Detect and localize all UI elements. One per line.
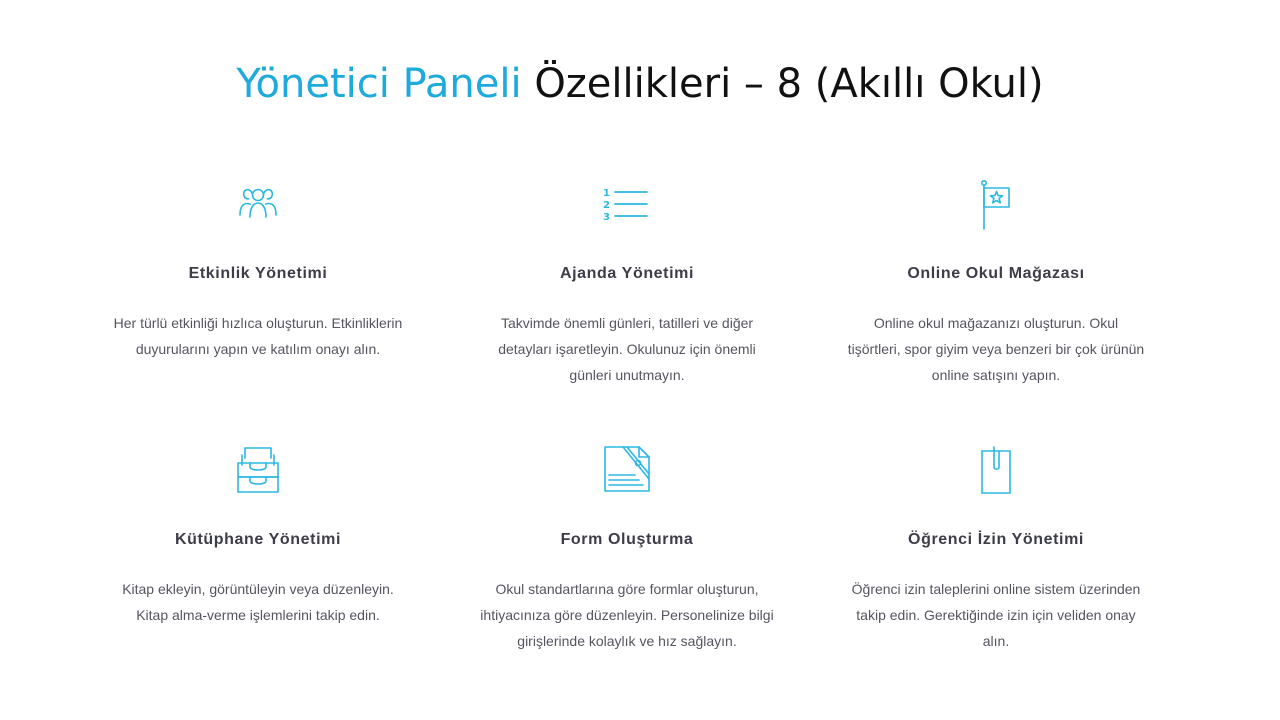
people-icon — [230, 177, 286, 233]
feature-description-line: online satışını yapın. — [931, 367, 1061, 383]
feature-description — [831, 576, 1161, 654]
feature-card-izin — [831, 443, 1161, 654]
feature-description — [93, 310, 423, 362]
feature-title: Form Oluşturma — [560, 531, 694, 548]
svg-text:2: 2 — [603, 200, 610, 211]
feature-description-line: Öğrenci izin taleplerini online sistem üzerinden — [851, 581, 1141, 597]
feature-description — [831, 310, 1161, 388]
svg-text:1: 1 — [603, 188, 610, 199]
feature-description-line: Her türlü etkinliği hızlıca oluşturun. Etkinliklerin — [113, 315, 403, 331]
svg-text:3: 3 — [603, 212, 610, 223]
feature-title: Online Okul Mağazası — [907, 265, 1085, 282]
feature-description-line: Kitap alma-verme işlemlerini takip edin. — [136, 607, 380, 623]
feature-description-line: takip edin. Gerektiğinde izin için veliden onay — [856, 607, 1136, 623]
feature-description-line: girişlerinde kolaylık ve hız sağlayın. — [517, 633, 737, 649]
feature-description-line: ihtiyacınıza göre düzenleyin. Personelinize bilgi — [480, 607, 774, 623]
feature-description — [462, 310, 792, 388]
feature-card-etkinlik — [93, 177, 423, 362]
feature-description-line: Online okul mağazanızı oluşturun. Okul — [873, 315, 1119, 331]
feature-title: Etkinlik Yönetimi — [188, 265, 328, 282]
feature-description-line: detayları işaretleyin. Okulunuz için önemli — [498, 341, 756, 357]
flag-star-icon — [968, 177, 1024, 233]
page-title-accent: Yönetici Paneli — [236, 61, 522, 107]
feature-description — [93, 576, 423, 628]
feature-card-ajanda — [462, 177, 792, 388]
feature-description-line: alın. — [982, 633, 1010, 649]
page-title — [0, 52, 1280, 116]
clipboard-clip-icon — [968, 443, 1024, 499]
page-title-rest: Özellikleri – 8 (Akıllı Okul) — [521, 61, 1044, 107]
feature-description-line: duyurularını yapın ve katılım onayı alın. — [135, 341, 381, 357]
feature-card-kutuphane — [93, 443, 423, 628]
feature-description-line: günleri unutmayın. — [569, 367, 685, 383]
numbered-list-icon — [599, 177, 655, 233]
feature-title: Ajanda Yönetimi — [559, 265, 695, 282]
feature-description-line: Kitap ekleyin, görüntüleyin veya düzenleyin. — [122, 581, 394, 597]
feature-description-line: tişörtleri, spor giyim veya benzeri bir çok ürünün — [847, 341, 1145, 357]
archive-box-icon — [230, 443, 286, 499]
feature-title: Öğrenci İzin Yönetimi — [908, 531, 1084, 548]
feature-card-magaza — [831, 177, 1161, 388]
feature-title: Kütüphane Yönetimi — [174, 531, 342, 548]
document-ribbon-icon — [599, 443, 655, 499]
feature-description-line: Okul standartlarına göre formlar oluşturun, — [495, 581, 759, 597]
feature-description — [462, 576, 792, 654]
feature-card-form — [462, 443, 792, 654]
feature-description-line: Takvimde önemli günleri, tatilleri ve diğer — [500, 315, 754, 331]
